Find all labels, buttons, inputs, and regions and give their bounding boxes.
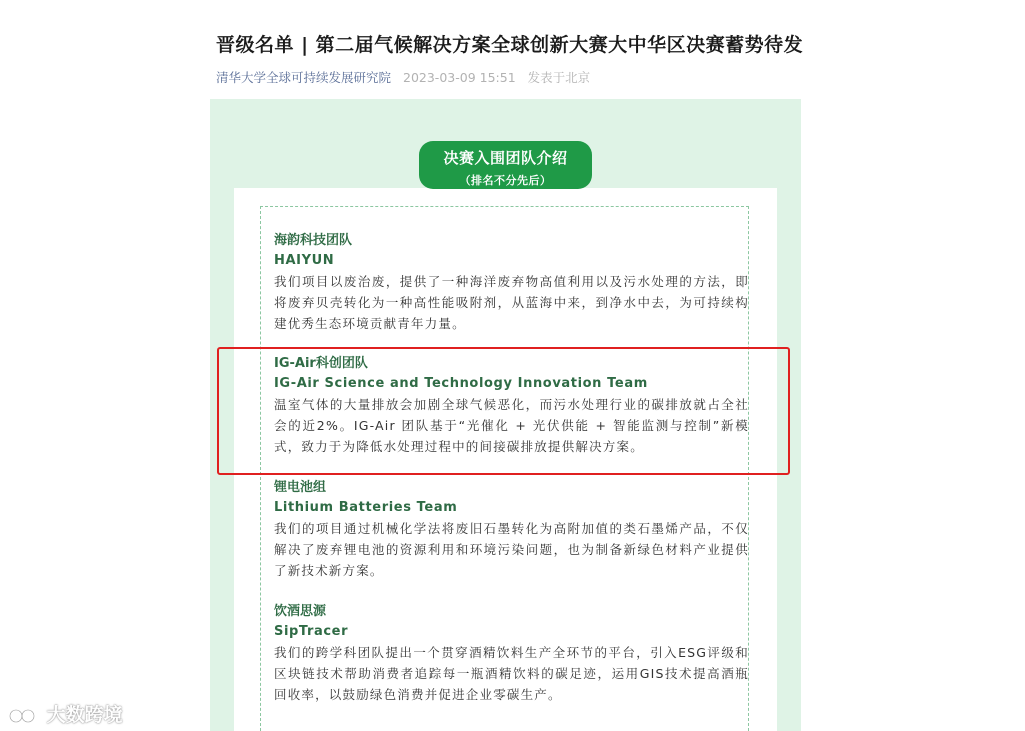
team-description: 我们项目以废治废，提供了一种海洋废弃物高值利用以及污水处理的方法，即将废弃贝壳转化为一种高性能吸附剂，从蓝海中来，到净水中去，为可持续构建优秀生态环境贡献青年力量。 [274, 274, 749, 331]
article-meta [216, 68, 590, 86]
highlight-box [217, 347, 790, 475]
team-name-cn: IG-Air科创团队 [274, 356, 368, 371]
publish-location: 发表于北京 [527, 70, 591, 85]
banner-title: 决赛入围团队介绍 [443, 149, 568, 167]
team-name-en: IG-Air Science and Technology Innovation Team [274, 376, 648, 391]
team-name-en: HAIYUN [274, 253, 335, 268]
team-entry-siptracer [274, 602, 749, 705]
banner-subtitle: （排名不分先后） [459, 174, 552, 187]
watermark-text: 大数跨境 [46, 704, 123, 726]
team-description: 我们的跨学科团队提出一个贯穿酒精饮料生产全环节的平台，引入ESG评级和区块链技术帮助消费者追踪每一瓶酒精饮料的碳足迹，运用GIS技术提高酒瓶回收率，以鼓励绿色消费并促进企业零碳生产。 [274, 645, 749, 702]
watermark [8, 700, 123, 727]
team-description: 温室气体的大量排放会加剧全球气候恶化，而污水处理行业的碳排放就占全社会的近2%。IG-Air 团队基于“光催化 + 光伏供能 + 智能监测与控制”新模式，致力于为降低水处理过程中的间接碳排放提供解决方案。 [274, 397, 749, 454]
article-title: 晋级名单 | 第二届气候解决方案全球创新大赛大中华区决赛蓄势待发 [216, 34, 804, 56]
team-name-cn: 海韵科技团队 [274, 233, 353, 248]
team-name-cn: 锂电池组 [274, 480, 327, 495]
team-name-cn: 饮酒思源 [274, 604, 327, 619]
section-banner [419, 141, 592, 189]
team-name-en: Lithium Batteries Team [274, 500, 458, 515]
team-description: 我们的项目通过机械化学法将废旧石墨转化为高附加值的类石墨烯产品，不仅解决了废弃锂电池的资源利用和环境污染问题，也为制备新绿色材料产业提供了新技术新方案。 [274, 521, 749, 578]
team-entry-lithium [274, 478, 749, 581]
publish-time: 2023-03-09 15:51 [403, 70, 516, 85]
team-entry-haiyun [274, 231, 749, 334]
watermark-logo-icon [8, 706, 40, 726]
team-name-en: SipTracer [274, 624, 349, 639]
author-link[interactable]: 清华大学全球可持续发展研究院 [216, 70, 392, 85]
